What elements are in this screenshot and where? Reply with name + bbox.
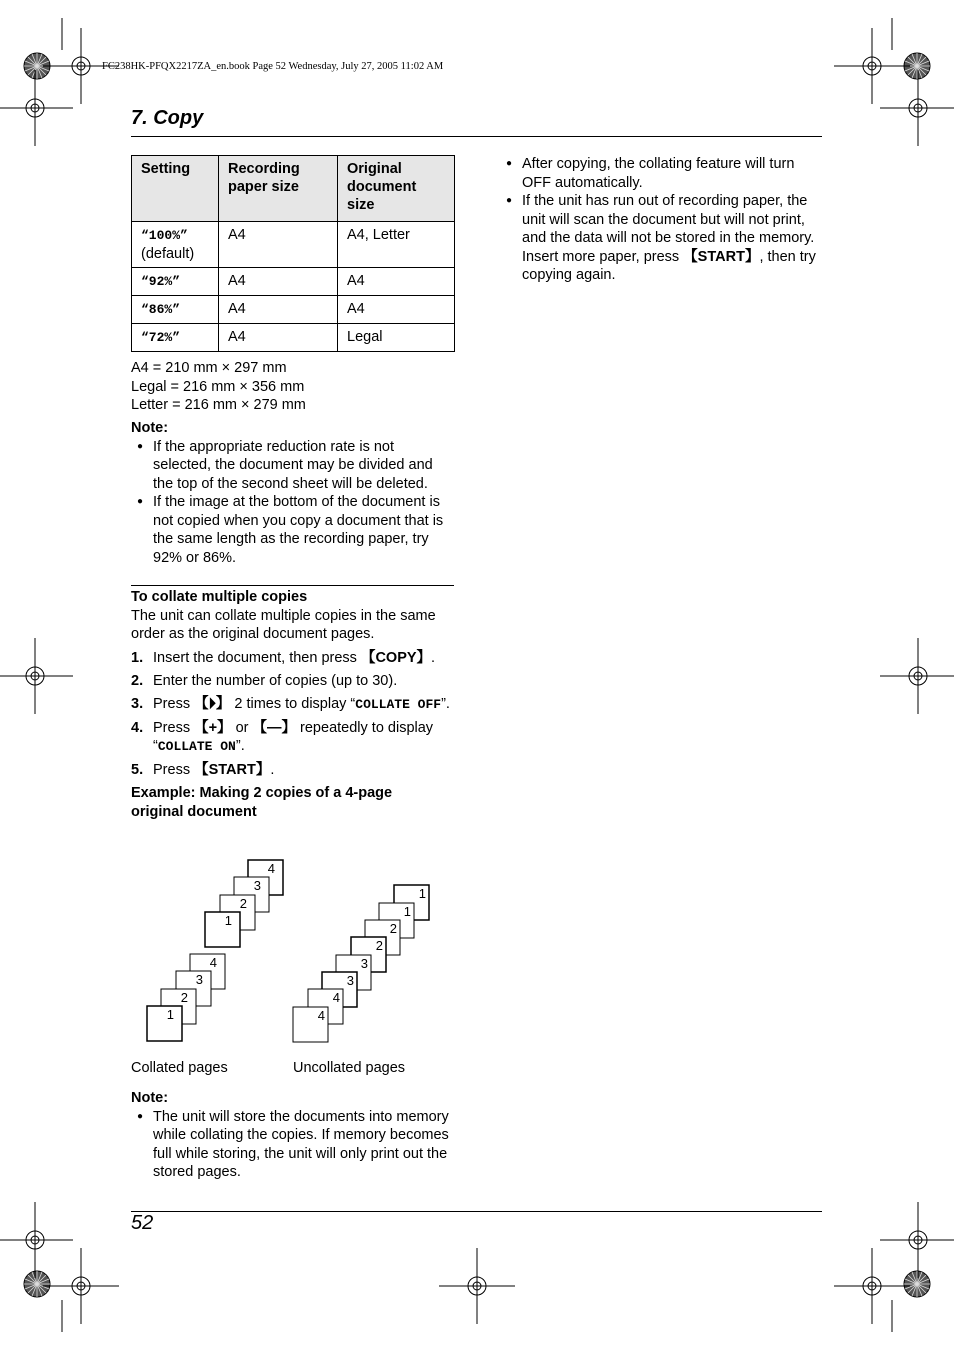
dimension-legal: Legal = 216 mm × 356 mm <box>131 378 305 395</box>
reduction-settings-table <box>131 155 455 352</box>
setting-note: (default) <box>141 246 195 262</box>
table-row <box>132 324 455 352</box>
page-sheet <box>205 912 240 947</box>
table-row <box>132 268 455 296</box>
plus-key: 【+】 <box>194 719 232 736</box>
setting-value: “86%” <box>141 302 181 317</box>
note-item: ● If the unit has run out of recording paper, the unit will scan the document but will not print, and the data will not be stored in the memory. Insert more paper, press 【START】, then try copying again. <box>500 192 824 285</box>
page-sheet <box>147 1006 182 1041</box>
note-heading: Note: <box>131 1090 169 1106</box>
step-number: 5. <box>131 762 144 778</box>
table-cell-original: A4, Letter <box>338 222 455 268</box>
footer-rule <box>131 1211 822 1212</box>
table-cell-original: A4 <box>338 296 455 324</box>
table-cell-setting <box>132 324 219 352</box>
collate-steps <box>131 649 457 780</box>
step-item: 3. Press 【⏵】 2 times to display “COLLATE OFF”. <box>131 695 450 712</box>
page-number-label: 1 <box>166 1007 174 1022</box>
table-cell-paper: A4 <box>219 268 338 296</box>
table-cell-paper: A4 <box>219 324 338 352</box>
note-list <box>131 438 455 568</box>
right-column-notes <box>500 155 824 285</box>
table-header-row <box>132 156 455 222</box>
collate-section <box>131 588 457 821</box>
step-number: 3. <box>131 695 144 712</box>
page-number-label: 3 <box>195 972 203 987</box>
collation-diagram <box>130 855 450 1050</box>
note-heading: Note: <box>131 420 169 436</box>
setting-value: “92%” <box>141 274 181 289</box>
table-cell-paper: A4 <box>219 222 338 268</box>
paper-dimensions <box>131 359 306 415</box>
note-item: ● If the appropriate reduction rate is not selected, the document may be divided and the top of the second sheet will be deleted. <box>131 438 455 494</box>
table-header-setting: Setting <box>132 156 219 222</box>
table-cell-original: A4 <box>338 268 455 296</box>
note-list <box>131 1108 457 1182</box>
collate-title: To collate multiple copies <box>131 589 308 605</box>
example-title: Example: Making 2 copies of a 4-page original document <box>131 785 393 820</box>
step-number: 1. <box>131 649 144 666</box>
page-number-label: 2 <box>375 938 383 953</box>
start-key: 【START】 <box>683 248 760 265</box>
table-cell-setting <box>132 222 219 268</box>
page-number-label: 2 <box>239 896 247 911</box>
page-number-label: 4 <box>317 1008 325 1023</box>
table-row <box>132 296 455 324</box>
step-item: 4. Press 【+】 or 【—】 repeatedly to display “COLLATE ON”. <box>131 719 434 754</box>
page-number-label: 3 <box>253 878 261 893</box>
page-number-label: 4 <box>209 955 217 970</box>
page-number: 52 <box>131 1212 154 1234</box>
dimension-letter: Letter = 216 mm × 279 mm <box>131 397 306 413</box>
table-cell-original: Legal <box>338 324 455 352</box>
page-number-label: 1 <box>224 913 232 928</box>
start-key: 【START】 <box>194 762 271 778</box>
collated-stack-top <box>205 860 283 947</box>
table-header-original-document: Original document size <box>338 156 455 222</box>
page-number-label: 2 <box>180 990 188 1005</box>
uncollated-stack <box>293 885 429 1042</box>
note-item: ● If the image at the bottom of the document is not copied when you copy a document that is the same length as the recording paper, try 92% or 86%. <box>131 493 455 567</box>
page-number-label: 1 <box>403 904 411 919</box>
collate-intro: The unit can collate multiple copies in the same order as the original document pages. <box>131 607 436 642</box>
setting-value: “100%” <box>141 228 188 243</box>
step-number: 4. <box>131 719 144 736</box>
step-item: 2. Enter the number of copies (up to 30). <box>131 672 398 689</box>
book-file-header: FC238HK-PFQX2217ZA_en.book Page 52 Wednesday, July 27, 2005 11:02 AM <box>102 61 444 72</box>
collated-caption: Collated pages <box>131 1060 228 1076</box>
page-number-label: 2 <box>389 921 397 936</box>
dimension-a4: A4 = 210 mm × 297 mm <box>131 360 287 376</box>
note-item: ● The unit will store the documents into memory while collating the copies. If memory becomes full while storing, the unit will only print out the stored pages. <box>131 1108 457 1182</box>
note-memory <box>131 1089 457 1182</box>
table-cell-setting <box>132 268 219 296</box>
section-rule <box>131 585 454 586</box>
note-reduction <box>131 419 455 567</box>
table-header-recording-paper: Recording paper size <box>219 156 338 222</box>
page-number-label: 4 <box>267 861 275 876</box>
step-item: 1. Insert the document, then press 【COPY】. <box>131 649 436 666</box>
page-number-label: 1 <box>418 886 426 901</box>
header-rule <box>131 136 822 137</box>
chapter-title: 7. Copy <box>131 107 204 129</box>
note-item: ● After copying, the collating feature will turn OFF automatically. <box>500 155 824 192</box>
step-number: 2. <box>131 672 144 689</box>
right-arrow-key: 【⏵】 <box>194 695 231 712</box>
table-cell-paper: A4 <box>219 296 338 324</box>
uncollated-caption: Uncollated pages <box>293 1060 406 1076</box>
display-text: COLLATE OFF <box>355 696 442 712</box>
page-number-label: 3 <box>346 973 354 988</box>
collated-stack-bottom <box>147 954 225 1041</box>
table-row <box>132 222 455 268</box>
note-list <box>500 155 824 285</box>
minus-key: 【—】 <box>252 719 297 736</box>
page-number-label: 4 <box>332 990 340 1005</box>
page-number-label: 3 <box>360 956 368 971</box>
step-item: 5. Press 【START】. <box>131 762 275 778</box>
display-text: COLLATE ON <box>157 739 236 754</box>
copy-key: 【COPY】 <box>360 649 432 666</box>
setting-value: “72%” <box>141 330 181 345</box>
table-cell-setting <box>132 296 219 324</box>
